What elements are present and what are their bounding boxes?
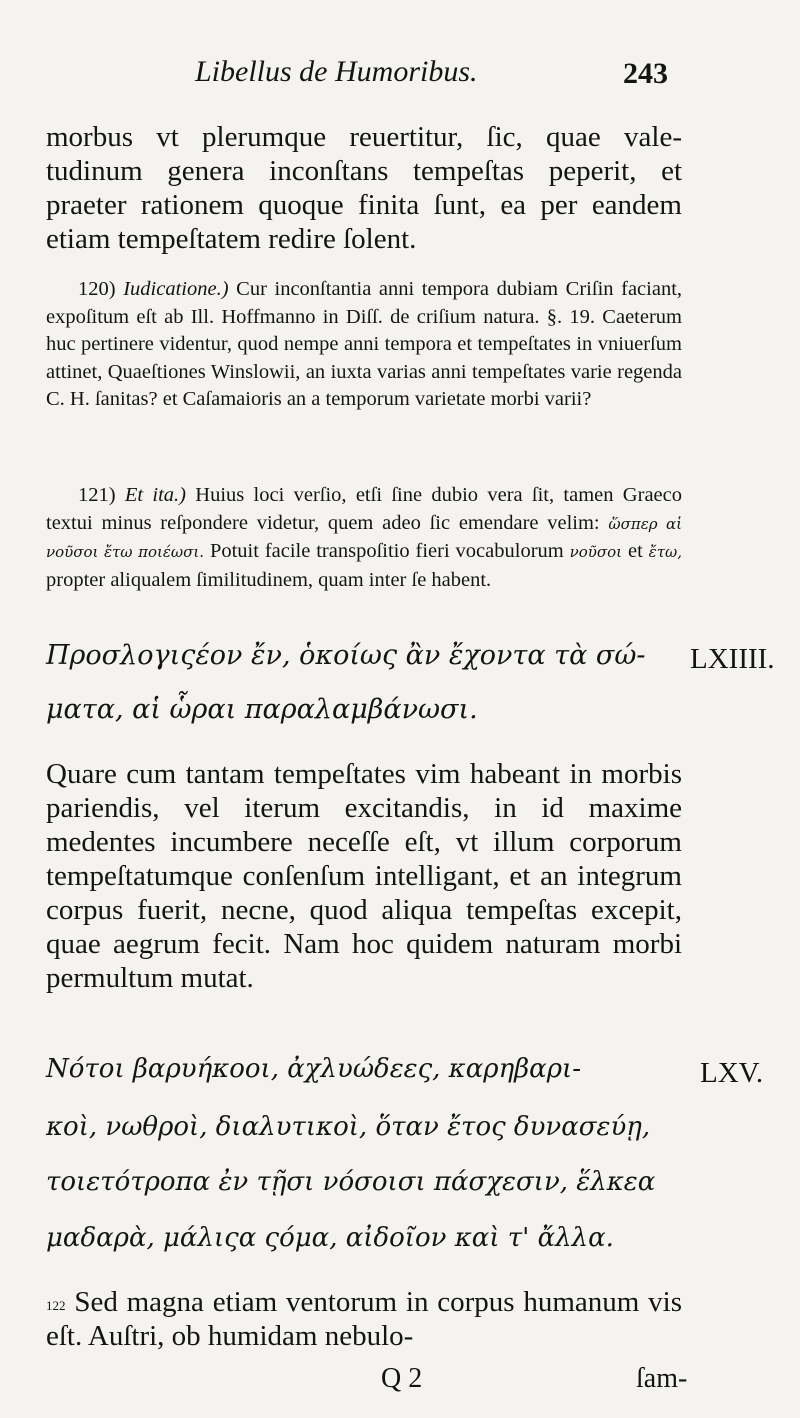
body-paragraph-top: morbus vt plerumque reuertitur, ſic, quae vale-tudinum genera inconſtans tempeſtas peperit, et praeter rationem quoque finita ſunt, ea per eandem etiam tempeſtatem redire ſolent. bbox=[46, 121, 682, 255]
aphorism-65-line-1: Νότοι βαρυήκοοι, ἀχλυώδεες, καρηβαρι- bbox=[46, 1054, 582, 1084]
footnote-120 bbox=[46, 276, 682, 414]
running-header bbox=[195, 55, 675, 95]
aphorism-64-line-2: ματα, αἱ ὧραι παραλαμβάνωσι. bbox=[46, 694, 478, 725]
aphorism-65-numeral: LXV. bbox=[700, 1057, 764, 1089]
aphorism-65-line-2: κοὶ, νωθροὶ, διαλυτικοὶ, ὅταν ἔτος δυνασεύῃ, bbox=[46, 1112, 651, 1142]
footnote-120-text: Cur inconſtantia anni tempora dubiam Criſin faciant, expoſitum eſt ab Ill. Hoffmanno in Diſſ. de criſium natura. §. 19. Caeterum huc pertinere videntur, quod nempe anni tempora et tempeſtates in vniuerſum attinet, Quaeſtiones Winslowii, an iuxta varias anni tempeſtates varie regenda C. H. ſanitas? et Caſamaioris an a temporum varietate morbi varii? bbox=[46, 278, 683, 410]
aphorism-64-numeral: LXIIII. bbox=[690, 643, 775, 675]
body-paragraph-middle: Quare cum tantam tempeſtates vim habeant in morbis pariendis, vel iterum excitandis, in id maxime medentes incumbere neceſſe eſt, vt illum corporum tempeſtatumque conſenſum intelligant, et an integrum corpus fuerit, necne, quod aliqua tempeſtas excepit, quae aegrum fecit. Nam hoc quidem naturam morbi permultum mutat. bbox=[46, 758, 682, 994]
aphorism-65-line-4: μαδαρὰ, μάλιςα ςόμα, αἰδοῖον καὶ τ' ἄλλα. bbox=[46, 1223, 614, 1253]
footnote-121-lemma: Et ita.) bbox=[124, 484, 186, 506]
catchword: ſam- bbox=[636, 1363, 688, 1394]
body-paragraph-bottom-text: Sed magna etiam ventorum in corpus humanum vis eſt. Auſtri, ob humidam nebulo- bbox=[46, 1286, 683, 1352]
footnote-marker-122: 122 bbox=[46, 1298, 66, 1313]
aphorism-65-line-3: τοιετότροπα ἐν τῇσι νόσοισι πάσχεσιν, ἕλκεα bbox=[46, 1167, 656, 1197]
aphorism-64-line-1: Προσλογιςέον ἔν, ὁκοίως ἂν ἔχοντα τὰ σώ- bbox=[46, 640, 646, 671]
footnote-121-text-b: Potuit facile transpoſitio fieri vocabulorum bbox=[209, 540, 564, 562]
page-number: 243 bbox=[623, 57, 668, 90]
footnote-121-greek-c: ἔτω, bbox=[648, 543, 683, 561]
footnote-121-text-d: propter aliqualem ſimilitudinem, quam inter ſe habent. bbox=[46, 568, 492, 591]
footnote-121-greek-b: νοῦσοι bbox=[569, 543, 623, 561]
footnote-120-lemma: Iudicatione.) bbox=[123, 278, 229, 300]
footnote-121-greek-a: ὥσπερ αἱ νοῦσοι ἔτω ποιέωσι. bbox=[46, 514, 683, 561]
footnote-121-text-c: et bbox=[627, 540, 643, 562]
footnote-121-text-a: Huius loci verſio, etſi ſine dubio vera ſit, tamen Graeco textui minus reſpondere videtur, quem adeo ſic emendare velim: bbox=[46, 484, 682, 534]
footnote-121-number: 121) bbox=[78, 484, 116, 506]
signature-mark: Q 2 bbox=[381, 1363, 423, 1394]
footnote-121 bbox=[46, 482, 682, 594]
footnote-120-number: 120) bbox=[78, 278, 116, 300]
body-paragraph-bottom bbox=[46, 1285, 682, 1353]
running-title: Libellus de Humoribus. bbox=[195, 55, 478, 88]
